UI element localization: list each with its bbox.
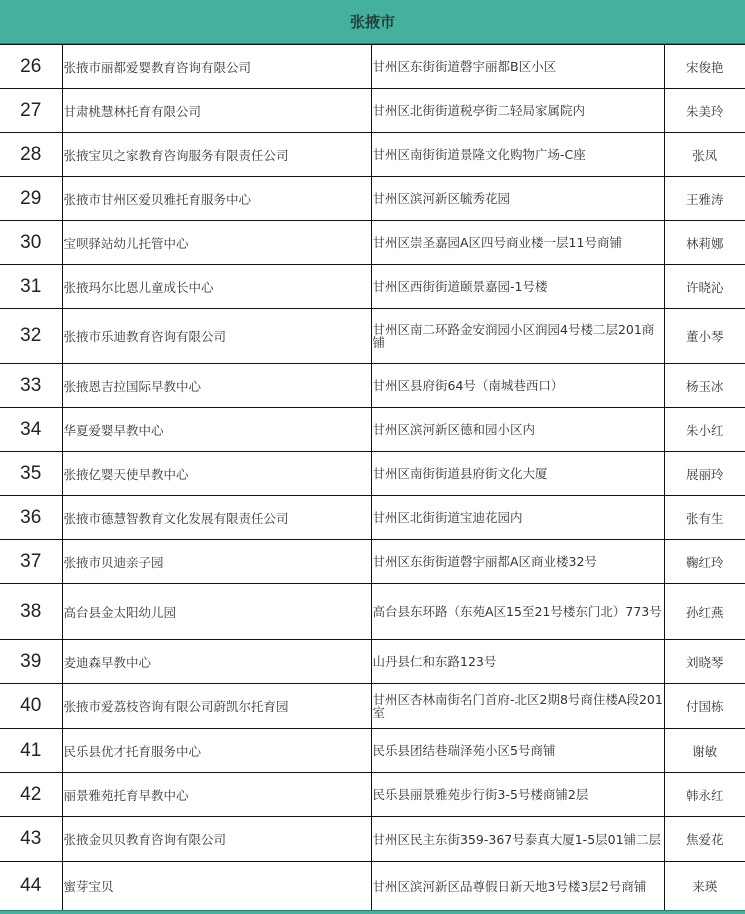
institution-name: 宝呗驿站幼儿托管中心 xyxy=(62,221,371,265)
institution-name: 张掖恩吉拉国际早教中心 xyxy=(62,364,371,408)
table-row xyxy=(0,584,745,640)
institution-name: 华夏爱婴早教中心 xyxy=(62,408,371,452)
row-number: 29 xyxy=(0,177,62,221)
row-number: 40 xyxy=(0,684,62,729)
institution-address: 民乐县团结巷瑞泽苑小区5号商铺 xyxy=(371,729,664,773)
contact-person: 宋俊艳 xyxy=(664,45,745,89)
table-row xyxy=(0,309,745,364)
institution-address: 甘州区南街街道景隆文化购物广场-C座 xyxy=(371,133,664,177)
institution-name: 甘肃桃慧林托育有限公司 xyxy=(62,89,371,133)
table-row xyxy=(0,862,745,911)
contact-person: 刘晓琴 xyxy=(664,640,745,684)
table-row xyxy=(0,817,745,862)
institution-name: 张掖市德慧智教育文化发展有限责任公司 xyxy=(62,496,371,540)
contact-person: 董小琴 xyxy=(664,309,745,364)
institution-name: 麦迪森早教中心 xyxy=(62,640,371,684)
table-row xyxy=(0,684,745,729)
contact-person: 杨玉冰 xyxy=(664,364,745,408)
contact-person: 朱小红 xyxy=(664,408,745,452)
institution-address: 甘州区东街街道磬宇丽都A区商业楼32号 xyxy=(371,540,664,584)
table-row xyxy=(0,452,745,496)
institution-address: 甘州区滨河新区品尊假日新天地3号楼3层2号商铺 xyxy=(371,862,664,911)
row-number: 44 xyxy=(0,862,62,911)
table-row xyxy=(0,221,745,265)
row-number: 42 xyxy=(0,773,62,817)
institution-address: 甘州区东街街道磬宇丽都B区小区 xyxy=(371,45,664,89)
row-number: 33 xyxy=(0,364,62,408)
institution-name: 张掖市贝迪亲子园 xyxy=(62,540,371,584)
row-number: 35 xyxy=(0,452,62,496)
footer-strip xyxy=(0,910,745,914)
contact-person: 焦爱花 xyxy=(664,817,745,862)
contact-person: 鞠红玲 xyxy=(664,540,745,584)
institution-name: 张掖市爱荔枝咨询有限公司蔚凯尔托育园 xyxy=(62,684,371,729)
city-title: 张掖市 xyxy=(349,13,395,31)
institution-name: 张掖宝贝之家教育咨询服务有限责任公司 xyxy=(62,133,371,177)
row-number: 26 xyxy=(0,45,62,89)
table-row xyxy=(0,540,745,584)
table-body xyxy=(0,45,745,911)
contact-person: 张凤 xyxy=(664,133,745,177)
institution-name: 丽景雅苑托育早教中心 xyxy=(62,773,371,817)
table-row xyxy=(0,773,745,817)
institution-address: 高台县东环路（东苑A区15至21号楼东门北）773号 xyxy=(371,584,664,640)
row-number: 32 xyxy=(0,309,62,364)
city-header xyxy=(0,0,745,44)
contact-person: 付国栋 xyxy=(664,684,745,729)
contact-person: 孙红燕 xyxy=(664,584,745,640)
institution-name: 高台县金太阳幼儿园 xyxy=(62,584,371,640)
institution-name: 张掖市丽都爱婴教育咨询有限公司 xyxy=(62,45,371,89)
table-row xyxy=(0,496,745,540)
row-number: 36 xyxy=(0,496,62,540)
institution-address: 甘州区南街街道县府街文化大厦 xyxy=(371,452,664,496)
row-number: 43 xyxy=(0,817,62,862)
table-row xyxy=(0,265,745,309)
institution-name: 张掖亿婴天使早教中心 xyxy=(62,452,371,496)
institution-address: 甘州区北街街道税亭街二轻局家属院内 xyxy=(371,89,664,133)
contact-person: 王雅涛 xyxy=(664,177,745,221)
row-number: 34 xyxy=(0,408,62,452)
institution-address: 甘州区杏林南街名门首府-北区2期8号商住楼A段201室 xyxy=(371,684,664,729)
institution-address: 甘州区民主东街359-367号泰真大厦1-5层01铺二层 xyxy=(371,817,664,862)
institution-table xyxy=(0,44,745,911)
contact-person: 谢敏 xyxy=(664,729,745,773)
row-number: 28 xyxy=(0,133,62,177)
institution-address: 甘州区县府街64号（南城巷西口） xyxy=(371,364,664,408)
row-number: 30 xyxy=(0,221,62,265)
institution-address: 甘州区滨河新区德和园小区内 xyxy=(371,408,664,452)
table-row xyxy=(0,177,745,221)
table-row xyxy=(0,729,745,773)
row-number: 39 xyxy=(0,640,62,684)
institution-address: 甘州区南二环路金安润园小区润园4号楼二层201商铺 xyxy=(371,309,664,364)
institution-name: 民乐县优才托育服务中心 xyxy=(62,729,371,773)
institution-name: 张掖市乐迪教育咨询有限公司 xyxy=(62,309,371,364)
contact-person: 来瑛 xyxy=(664,862,745,911)
institution-name: 张掖玛尔比恩儿童成长中心 xyxy=(62,265,371,309)
row-number: 41 xyxy=(0,729,62,773)
row-number: 38 xyxy=(0,584,62,640)
institution-name: 张掖金贝贝教育咨询有限公司 xyxy=(62,817,371,862)
contact-person: 展丽玲 xyxy=(664,452,745,496)
row-number: 27 xyxy=(0,89,62,133)
contact-person: 许晓沁 xyxy=(664,265,745,309)
row-number: 37 xyxy=(0,540,62,584)
institution-address: 甘州区西街街道颐景嘉园-1号楼 xyxy=(371,265,664,309)
contact-person: 朱美玲 xyxy=(664,89,745,133)
contact-person: 韩永红 xyxy=(664,773,745,817)
institution-address: 甘州区崇圣嘉园A区四号商业楼一层11号商铺 xyxy=(371,221,664,265)
table-row xyxy=(0,133,745,177)
institution-address: 山丹县仁和东路123号 xyxy=(371,640,664,684)
contact-person: 张有生 xyxy=(664,496,745,540)
row-number: 31 xyxy=(0,265,62,309)
table-row xyxy=(0,89,745,133)
institution-address: 甘州区北街街道宝迪花园内 xyxy=(371,496,664,540)
contact-person: 林莉娜 xyxy=(664,221,745,265)
table-row xyxy=(0,45,745,89)
institution-address: 甘州区滨河新区毓秀花园 xyxy=(371,177,664,221)
institution-name: 蜜芽宝贝 xyxy=(62,862,371,911)
table-row xyxy=(0,640,745,684)
table-row xyxy=(0,408,745,452)
institution-name: 张掖市甘州区爱贝雅托育服务中心 xyxy=(62,177,371,221)
table-row xyxy=(0,364,745,408)
institution-address: 民乐县丽景雅苑步行街3-5号楼商铺2层 xyxy=(371,773,664,817)
